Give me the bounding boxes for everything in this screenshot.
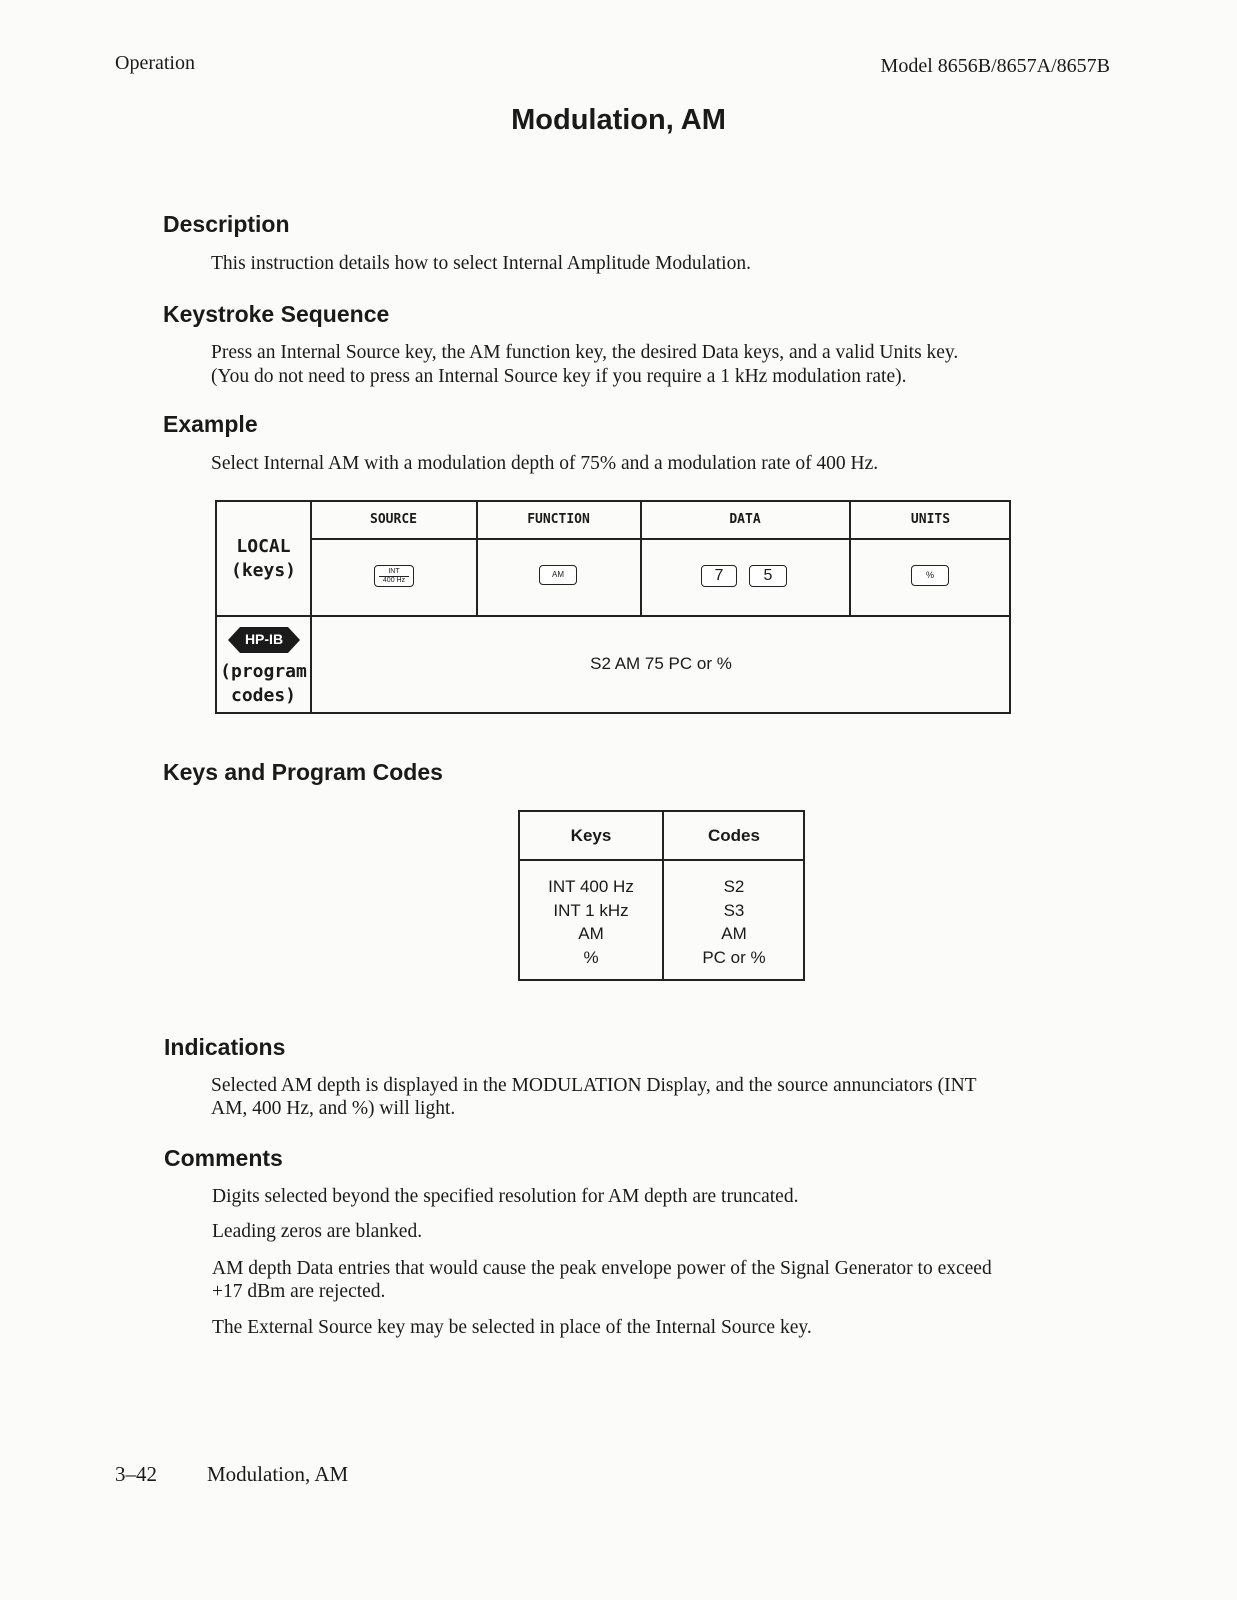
keys-codes-table <box>518 810 805 981</box>
program-codes-label <box>217 660 310 708</box>
program-codes-value: S2 AM 75 PC or % <box>590 654 732 673</box>
column-header-source: SOURCE <box>370 512 417 527</box>
table-row-code: AM <box>721 924 747 943</box>
footer-section-title: Modulation, AM <box>207 1462 349 1486</box>
keys-column-header: Keys <box>570 826 612 845</box>
codes-column-values <box>663 875 805 969</box>
int-400hz-key-icon <box>374 565 414 587</box>
seven-key-icon: 7 <box>701 565 737 587</box>
indications-text-line1: Selected AM depth is displayed in the MODULATION Display, and the source annunciators (INT <box>211 1075 977 1096</box>
page-title: Modulation, AM <box>511 104 726 136</box>
table-divider <box>310 538 1011 540</box>
keys-codes-heading: Keys and Program Codes <box>163 759 443 785</box>
example-keystroke-table <box>215 500 1011 714</box>
local-label-line2: (keys) <box>230 560 297 581</box>
table-divider <box>310 502 312 714</box>
hpib-badge-label: HP-IB <box>244 631 284 647</box>
key-legend-bottom: 400 Hz <box>379 576 409 585</box>
running-header-model: Model 8656B/8657A/8657B <box>880 55 1110 77</box>
keystroke-text-line1: Press an Internal Source key, the AM function key, the desired Data keys, and a valid Units key. <box>211 342 959 363</box>
running-header-left: Operation <box>115 52 195 74</box>
table-divider <box>520 859 805 861</box>
comment-peak-power-line1: AM depth Data entries that would cause the peak envelope power of the Signal Generator to exceed <box>212 1258 992 1279</box>
local-label-line1: LOCAL <box>236 536 291 557</box>
comment-external-source: The External Source key may be selected in place of the Internal Source key. <box>212 1317 812 1338</box>
table-row-code: S2 <box>723 877 745 896</box>
description-heading: Description <box>163 211 290 237</box>
table-row-key: AM <box>578 924 604 943</box>
codes-column-header: Codes <box>708 826 760 845</box>
program-label-line1: (program <box>220 661 307 682</box>
program-label-line2: codes) <box>230 685 297 706</box>
indications-text-line2: AM, 400 Hz, and %) will light. <box>211 1098 456 1119</box>
five-key-icon: 5 <box>749 565 787 587</box>
column-header-data: DATA <box>729 512 761 527</box>
page-number: 3–42 <box>115 1462 157 1486</box>
table-row-code: PC or % <box>702 947 766 967</box>
table-row-code: S3 <box>723 900 745 920</box>
am-key-icon: AM <box>539 565 577 585</box>
keystroke-text-line2: (You do not need to press an Internal Source key if you require a 1 kHz modulation rate). <box>211 366 907 387</box>
keys-column-values <box>520 875 662 969</box>
indications-heading: Indications <box>164 1034 286 1060</box>
percent-key-icon: % <box>911 565 949 586</box>
column-header-units: UNITS <box>910 512 951 527</box>
table-row-key: INT 400 Hz <box>548 877 634 896</box>
table-row-key: INT 1 kHz <box>553 900 629 920</box>
table-row-key: % <box>583 947 599 967</box>
description-text: This instruction details how to select Internal Amplitude Modulation. <box>211 253 751 274</box>
table-divider <box>217 615 1011 617</box>
example-text: Select Internal AM with a modulation depth of 75% and a modulation rate of 400 Hz. <box>211 453 879 474</box>
local-keys-label <box>217 535 310 583</box>
comment-peak-power-line2: +17 dBm are rejected. <box>212 1281 386 1302</box>
example-heading: Example <box>163 411 258 437</box>
keystroke-heading: Keystroke Sequence <box>163 301 390 327</box>
comment-truncation: Digits selected beyond the specified resolution for AM depth are truncated. <box>212 1186 799 1207</box>
comments-heading: Comments <box>164 1145 283 1171</box>
column-header-function: FUNCTION <box>527 512 590 527</box>
comment-leading-zeros: Leading zeros are blanked. <box>212 1221 423 1242</box>
key-legend-top: INT <box>388 568 400 575</box>
